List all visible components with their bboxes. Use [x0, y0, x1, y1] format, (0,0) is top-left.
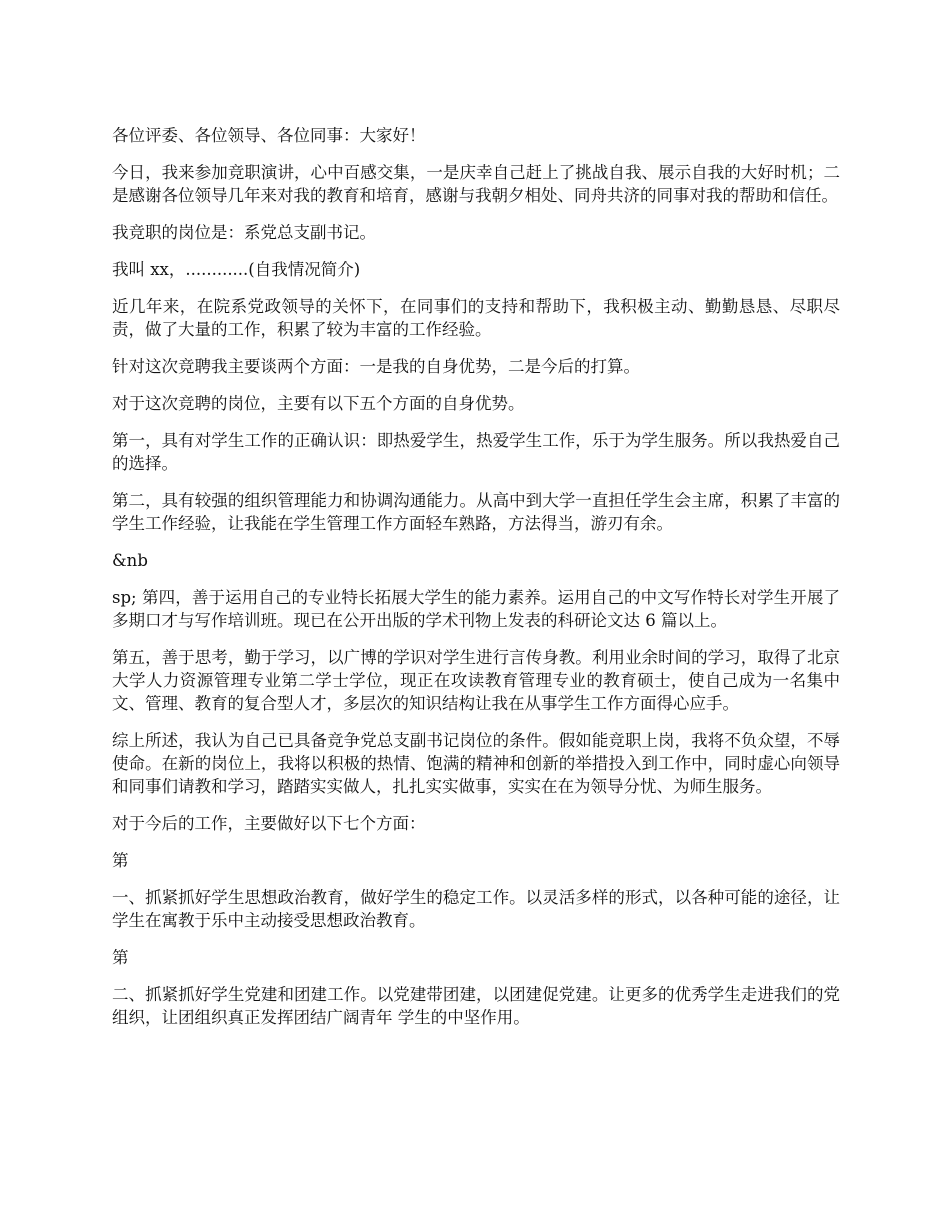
ordinal-label-paragraph: 第 [112, 851, 129, 870]
advantage-second-paragraph: 第二，具有较强的组织管理能力和协调沟通能力。从高中到大学一直担任学生会主席，积累了丰富的学生工作经验，让我能在学生管理工作方面轻车熟路，方法得当，游刃有余。 [112, 491, 840, 533]
outline-paragraph: 针对这次竞聘我主要谈两个方面：一是我的自身优势，二是今后的打算。 [112, 357, 640, 376]
summary-paragraph: 综上所述，我认为自己已具备竞争党总支副书记岗位的条件。假如能竞职上岗，我将不负众望，不辱使命。在新的岗位上，我将以积极的热情、饱满的精神和创新的举措投入到工作中，同时虚心向领导和同事们请教和学习，踏踏实实做人，扎扎实实做事，实实在在为领导分忧、为师生服务。 [112, 731, 840, 796]
advantage-fifth-paragraph: 第五，善于思考，勤于学习，以广博的学识对学生进行言传身教。利用业余时间的学习，取得了北京大学人力资源管理专业第二学士学位，现正在攻读教育管理专业的教育硕士，使自己成为一名集中文、管理、教育的复合型人才，多层次的知识结构让我在从事学生工作方面得心应手。 [112, 648, 840, 713]
ordinal-label-paragraph: 第 [112, 948, 129, 967]
experience-paragraph: 近几年来，在院系党政领导的关怀下，在同事们的支持和帮助下，我积极主动、勤勤恳恳、尽职尽责，做了大量的工作，积累了较为丰富的工作经验。 [112, 297, 840, 339]
intro-paragraph: 今日，我来参加竞职演讲，心中百感交集，一是庆幸自己赶上了挑战自我、展示自我的大好时机；二是感谢各位领导几年来对我的教育和培育，感谢与我朝夕相处、同舟共济的同事对我的帮助和信任。 [112, 163, 840, 205]
document-body [112, 124, 840, 1043]
self-intro-paragraph: 我叫 xx，............(自我情况简介) [112, 260, 361, 279]
advantage-fourth-paragraph: sp; 第四，善于运用自己的专业特长拓展大学生的能力素养。运用自己的中文写作特长对学生开展了多期口才与写作培训班。现已在公开出版的学术刊物上发表的科研论文达 6 篇以上。 [112, 588, 840, 630]
plan-second-paragraph: 二、抓紧抓好学生党建和团建工作。以党建带团建，以团建促党建。让更多的优秀学生走进我们的党组织，让团组织真正发挥团结广阔青年 学生的中坚作用。 [112, 985, 840, 1027]
advantage-first-paragraph: 第一，具有对学生工作的正确认识：即热爱学生，热爱学生工作，乐于为学生服务。所以我热爱自己的选择。 [112, 431, 840, 473]
fragment-paragraph: &nb [112, 551, 148, 570]
advantages-heading-paragraph: 对于这次竞聘的岗位，主要有以下五个方面的自身优势。 [112, 394, 525, 413]
plan-first-paragraph: 一、抓紧抓好学生思想政治教育，做好学生的稳定工作。以灵活多样的形式，以各种可能的途径，让学生在寓教于乐中主动接受思想政治教育。 [112, 888, 840, 930]
future-work-heading-paragraph: 对于今后的工作，主要做好以下七个方面： [112, 814, 426, 833]
greeting-paragraph: 各位评委、各位领导、各位同事：大家好！ [112, 126, 426, 145]
position-paragraph: 我竞职的岗位是：系党总支副书记。 [112, 223, 376, 242]
